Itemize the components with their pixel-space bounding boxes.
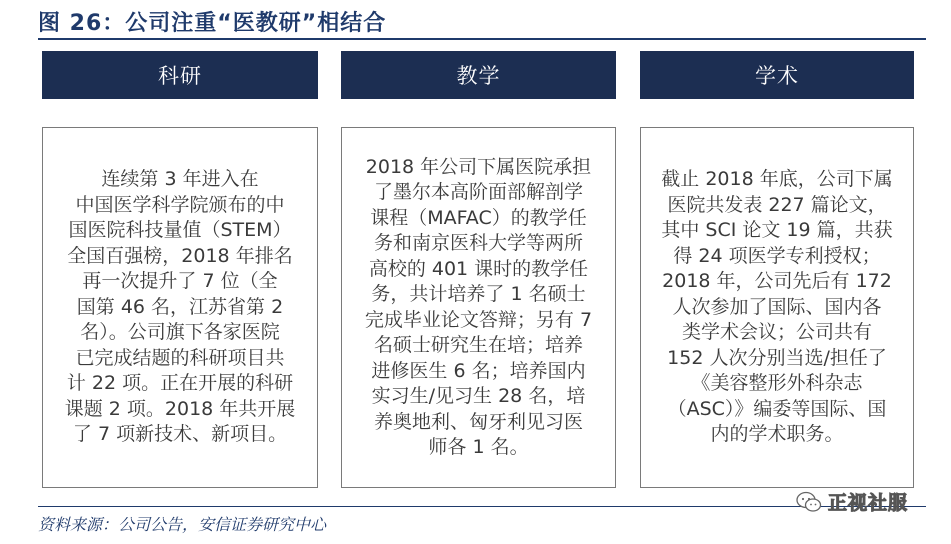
header-teaching: 教学 [341, 51, 616, 99]
academic-text: 截止 2018 年底，公司下属 医院共发表 227 篇论文， 其中 SCI 论文 19 篇，共获 得 24 项医学专利授权； 2018 年，公司先后有 172 人次参加了国际、国内各 类学术会议；公司共有 152 人次分别当选/担任了 《美容整形外科杂志 （ASC）》编委等国际、国 内的学术职务。 [661, 168, 893, 446]
academic-box [640, 127, 914, 488]
source-divider [38, 506, 926, 507]
header-academic: 学术 [640, 51, 914, 99]
wechat-icon [796, 491, 822, 513]
watermark-text: 正视社服 [828, 492, 909, 514]
research-box [42, 127, 318, 488]
teaching-text: 2018 年公司下属医院承担 了墨尔本高阶面部解剖学 课程（MAFAC）的教学任 务和南京医科大学等两所 高校的 401 课时的教学任 务，共计培养了 1 名硕士 完成毕业论文答辩；另有 7 名硕士研究生在培；培养 进修医生 6 名；培养国内 实习生/见习生 28 名，培 养奥地利、匈牙利见习医 师各 1 名。 [364, 155, 593, 458]
watermark [796, 488, 908, 515]
header-research: 科研 [42, 51, 318, 99]
research-text: 连续第 3 年进入在 中国医学科学院颁布的中 国医院科技量值（STEM） 全国百强榜，2018 年排名 再一次提升了 7 位（全 国第 46 名，江苏省第 2 名）。公司旗下各家医院 已完成结题的科研项目共 计 22 项。正在开展的科研 课题 2 项。2018 年共开展 了 7 项新技术、新项目。 [64, 168, 296, 446]
teaching-box [341, 127, 616, 488]
source-note: 资料来源：公司公告，安信证券研究中心 [38, 515, 327, 534]
title-divider [38, 38, 926, 40]
figure-title: 图 26：公司注重“医教研”相结合 [38, 11, 387, 36]
